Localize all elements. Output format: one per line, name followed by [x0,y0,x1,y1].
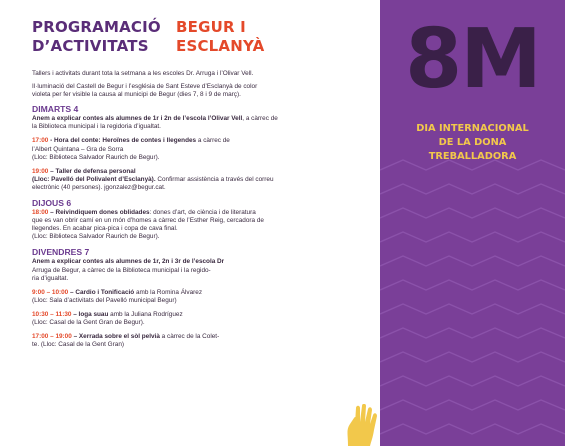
poster-subtitle: DIA INTERNACIONAL DE LA DONA TREBALLADORA [416,123,529,162]
event-friday-yoga: 10:30 – 11:30 – Ioga suau amb la Juliana Rodríguez (Lloc: Casal de la Gent Gran de Begur). [32,310,183,326]
event-thursday-forgotten-women: 18:00 – Reivindiquem dones oblidades: dones d’art, de ciència i de literatura que es van obrir camí en un món d’homes a càrrec de l’Esther Reig, cercadora de llegendes. En acabar pica-pica i copa de cava final. (Lloc: Biblioteca Salvador Raurich de Begur). [32,209,264,241]
title-line-1: PROGRAMACIÓ [32,18,161,36]
day-heading-friday: DIVENDRES 7 [32,247,90,258]
program-title [32,18,161,56]
title-line-2: D’ACTIVITATS [32,37,149,55]
intro-paragraph-2: Il·luminació del Castell de Begur i l’església de Sant Esteve d’Esclanyà de color violeta per fer visible la causa al municipi de Begur (dies 7, 8 i 9 de març). [32,83,258,99]
event-friday-storytelling: Anem a explicar contes als alumnes de 1r, 2n i 3r de l’escola Dr Arruga de Begur, a càrrec de la Biblioteca municipal i la regido- ria d’igualtat. [32,258,225,282]
event-tuesday-storytelling: Anem a explicar contes als alumnes de 1r i 2n de l’escola l’Olivar Vell, a càrrec de la Biblioteca municipal i la regidoria d’igualtat. [32,115,278,131]
location-line-1: BEGUR I [176,18,246,36]
poster-8m-title: 8M [405,12,540,107]
location-line-2: ESCLANYÀ [176,37,265,55]
day-heading-thursday: DIJOUS 6 [32,198,72,209]
event-friday-talk: 17:00 – 19:00 – Xerrada sobre el sòl pelvià a càrrec de la Colet- te. (Lloc: Casal de la Gent Gran) [32,333,220,349]
event-tuesday-self-defense: 19:00 – Taller de defensa personal (Lloc: Pavelló del Polivalent d’Esclanyà). Confirmar assistència a través del correu electrònic (40 persones). jgonzalez@begur.cat. [32,167,274,191]
location-title [176,18,264,56]
raised-hand-icon [344,404,380,446]
event-tuesday-story-hour: 17:00 - Hora del conte: Heroïnes de contes i llegendes a càrrec de l’Albert Quintana – Gra de Sorra (Lloc: Biblioteca Salvador Raurich de Begur). [32,137,230,161]
program-body [32,70,372,355]
day-heading-tuesday: DIMARTS 4 [32,104,79,115]
poster-panel [380,0,565,446]
intro-paragraph-1: Tallers i activitats durant tota la setmana a les escoles Dr. Arruga i l’Olivar Vell. [32,70,254,77]
event-friday-cardio: 9:00 – 10:00 – Cardio i Tonificació amb la Romina Álvarez (Lloc: Sala d’activitats del Pavelló municipal Begur) [32,288,203,304]
